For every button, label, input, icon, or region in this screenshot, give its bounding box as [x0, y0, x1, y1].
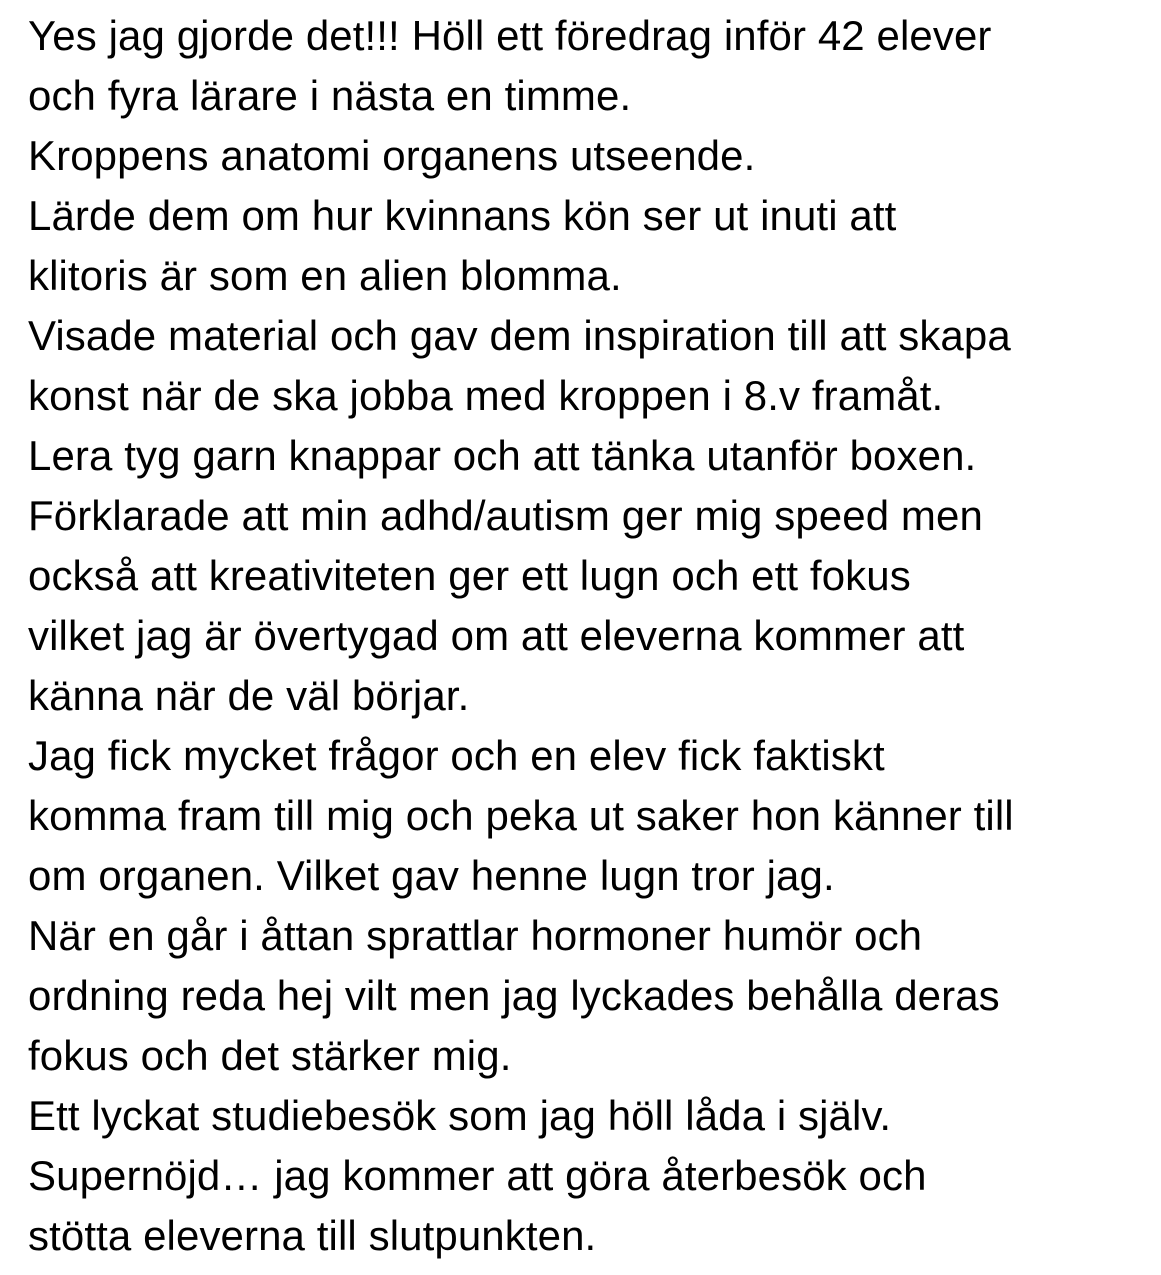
post-line: också att kreativiteten ger ett lugn och ett fokus	[28, 552, 911, 599]
post-line: klitoris är som en alien blomma.	[28, 252, 622, 299]
post-line: fokus och det stärker mig.	[28, 1032, 512, 1079]
post-line: När en går i åttan sprattlar hormoner humör och	[28, 912, 923, 959]
post-line: vilket jag är övertygad om att eleverna kommer att	[28, 612, 965, 659]
post-line: Lera tyg garn knappar och att tänka utanför boxen.	[28, 432, 977, 479]
post-line: Lärde dem om hur kvinnans kön ser ut inuti att	[28, 192, 897, 239]
post-line: Visade material och gav dem inspiration till att skapa	[28, 312, 1011, 359]
post-line: konst när de ska jobba med kroppen i 8.v framåt.	[28, 372, 944, 419]
post-line: Kroppens anatomi organens utseende.	[28, 132, 756, 179]
post-line: Yes jag gjorde det!!! Höll ett föredrag inför 42 elever	[28, 12, 992, 59]
post-line: Förklarade att min adhd/autism ger mig speed men	[28, 492, 983, 539]
post-line: stötta eleverna till slutpunkten.	[28, 1212, 597, 1259]
post-line: Ett lyckat studiebesök som jag höll låda i själv.	[28, 1092, 892, 1139]
post-line: känna när de väl börjar.	[28, 672, 470, 719]
post-line: och fyra lärare i nästa en timme.	[28, 72, 632, 119]
post-line: om organen. Vilket gav henne lugn tror jag.	[28, 852, 835, 899]
post-line: ordning reda hej vilt men jag lyckades behålla deras	[28, 972, 1000, 1019]
post-line: komma fram till mig och peka ut saker hon känner till	[28, 792, 1014, 839]
post-line: Jag fick mycket frågor och en elev fick faktiskt	[28, 732, 885, 779]
post-line: Supernöjd… jag kommer att göra återbesök och	[28, 1152, 927, 1199]
post-text	[28, 6, 1148, 1266]
